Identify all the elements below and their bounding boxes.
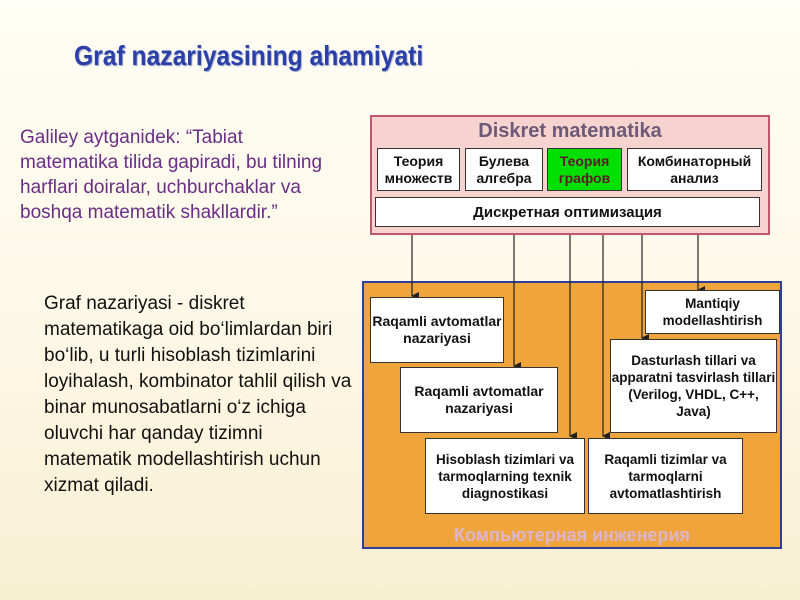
computer-engineering-label: Компьютерная инженерия xyxy=(453,525,691,545)
box-digital-automata-theory-1: Raqamli avtomatlar nazariyasi xyxy=(370,297,504,363)
box-network-automation: Raqamli tizimlar va tarmoqlarni avtomatlashtirish xyxy=(588,438,743,514)
galileo-quote: Galiley aytganidek: “Tabiat matematika tilida gapiradi, bu tilning harflari doiralar, uchburchaklar va boshqa matematik shakllardir.” xyxy=(20,127,323,223)
discrete-math-title: Diskret matematika xyxy=(478,120,662,142)
slide-title: Graf nazariyasining ahamiyati xyxy=(74,40,424,71)
graph-theory-description: Graf nazariyasi - diskret matematikaga oid bo‘limlardan biri bo‘lib, u turli hisoblash tizimlarini loyihalash, kombinator tahlil qilish va binar munosabatlarni o‘z ichiga oluvchi har qanday tizimni matematik modellashtirish uchun xizmat qiladi. xyxy=(44,293,352,496)
box-set-theory: Теория множеств xyxy=(377,148,460,191)
box-hardware-description-languages: Dasturlash tillari va apparatni tasvirlash tillari (Verilog, VHDL, C++, Java) xyxy=(610,339,777,433)
box-discrete-optimization: Дискретная оптимизация xyxy=(375,197,760,227)
box-combinatorial-analysis: Комбинаторный анализ xyxy=(627,148,762,191)
box-graph-theory: Теория графов xyxy=(547,148,622,191)
box-logic-modeling: Mantiqiy modellashtirish xyxy=(645,290,780,334)
box-boolean-algebra: Булева алгебра xyxy=(465,148,543,191)
box-digital-automata-theory-2: Raqamli avtomatlar nazariyasi xyxy=(400,367,558,433)
box-technical-diagnostics: Hisoblash tizimlari va tarmoqlarning texnik diagnostikasi xyxy=(425,438,585,514)
